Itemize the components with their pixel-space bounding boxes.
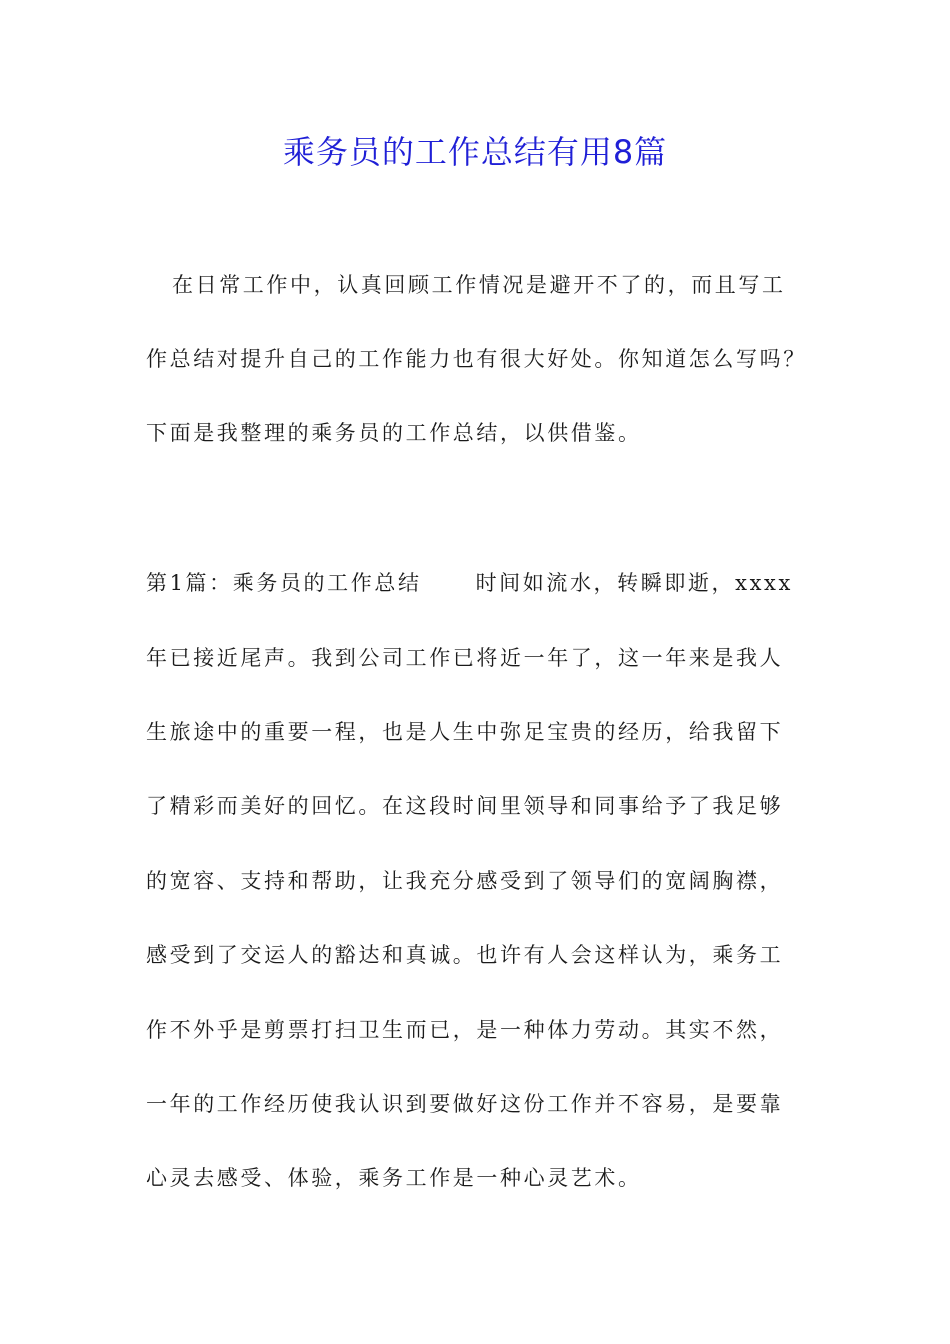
section1-first-text: 时间如流水，转瞬即逝，xxxx (475, 571, 793, 595)
intro-line-1: 在日常工作中，认真回顾工作情况是避开不了的，而且写工 (172, 273, 786, 297)
section1-line-2: 生旅途中的重要一程，也是人生中弥足宝贵的经历，给我留下 (146, 720, 784, 744)
section1-line-5: 感受到了交运人的豁达和真诚。也许有人会这样认为，乘务工 (146, 943, 784, 967)
section1-line-4: 的宽容、支持和帮助，让我充分感受到了领导们的宽阔胸襟， (146, 869, 784, 893)
intro-line-3: 下面是我整理的乘务员的工作总结，以供借鉴。 (146, 421, 642, 445)
section1-heading: 第1篇：乘务员的工作总结 (146, 571, 422, 595)
section1-line-3: 了精彩而美好的回忆。在这段时间里领导和同事给予了我足够 (146, 794, 784, 818)
section1-line-7: 一年的工作经历使我认识到要做好这份工作并不容易，是要靠 (146, 1092, 784, 1116)
section1-line-1: 年已接近尾声。我到公司工作已将近一年了，这一年来是我人 (146, 646, 784, 670)
document-title: 乘务员的工作总结有用8篇 (282, 133, 668, 171)
intro-line-2: 作总结对提升自己的工作能力也有很大好处。你知道怎么写吗？ (146, 347, 807, 371)
section1-line-6: 作不外乎是剪票打扫卫生而已，是一种体力劳动。其实不然， (146, 1018, 784, 1042)
section1-first-line (146, 568, 826, 598)
section1-line-8: 心灵去感受、体验，乘务工作是一种心灵艺术。 (146, 1166, 642, 1190)
